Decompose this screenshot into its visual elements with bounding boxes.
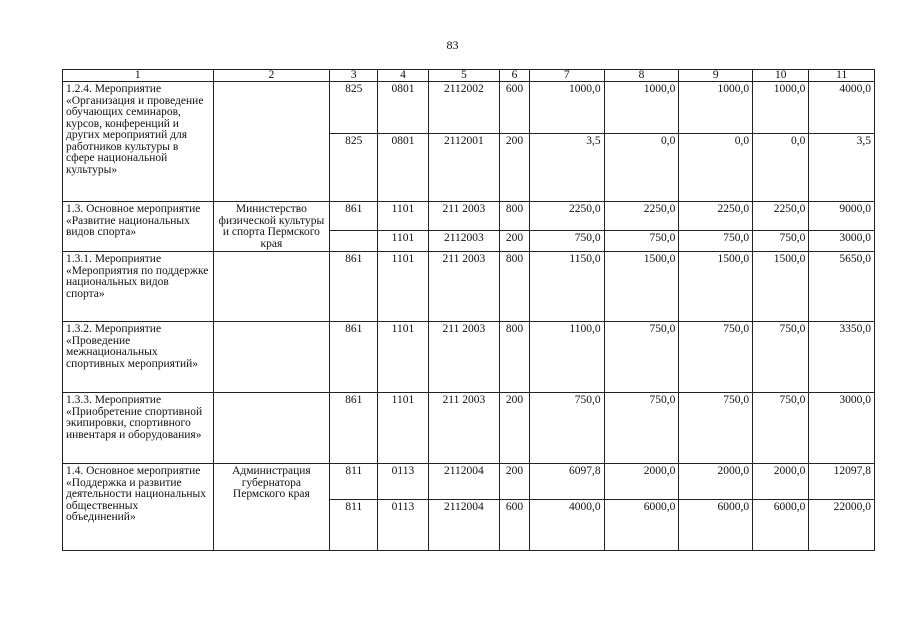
cell-c5: 2112002	[428, 82, 500, 134]
column-header: 1	[63, 70, 214, 82]
cell-c8: 2250,0	[604, 202, 679, 231]
cell-c4: 1101	[378, 231, 428, 252]
cell-c11: 3350,0	[809, 322, 875, 393]
responsible-executor: Министерство физической культуры и спорта Пермского края	[213, 202, 330, 252]
cell-c11: 12097,8	[809, 464, 875, 500]
cell-c7: 1150,0	[529, 252, 604, 322]
column-header: 6	[500, 70, 530, 82]
cell-c8: 750,0	[604, 231, 679, 252]
cell-c3: 825	[330, 134, 378, 202]
responsible-executor	[213, 82, 330, 202]
responsible-executor: Администрация губернатора Пермского края	[213, 464, 330, 551]
cell-c5: 211 2003	[428, 393, 500, 464]
cell-c8: 1000,0	[604, 82, 679, 134]
cell-c11: 22000,0	[809, 500, 875, 551]
page-number: 83	[446, 38, 459, 52]
table-row	[63, 464, 875, 500]
cell-c4: 0801	[378, 82, 428, 134]
cell-c3: 861	[330, 393, 378, 464]
cell-c4: 0801	[378, 134, 428, 202]
table-row	[63, 322, 875, 393]
cell-c5: 211 2003	[428, 322, 500, 393]
cell-c10: 6000,0	[753, 500, 809, 551]
cell-c10: 0,0	[753, 134, 809, 202]
cell-c10: 2250,0	[753, 202, 809, 231]
cell-c6: 600	[500, 82, 530, 134]
measure-description: 1.3.3. Мероприятие «Приобретение спортивной экипировки, спортивного инвентаря и оборудования»	[63, 393, 214, 464]
cell-c8: 2000,0	[604, 464, 679, 500]
cell-c7: 1000,0	[529, 82, 604, 134]
responsible-executor	[213, 252, 330, 322]
cell-c5: 211 2003	[428, 252, 500, 322]
cell-c5: 2112004	[428, 500, 500, 551]
responsible-executor	[213, 393, 330, 464]
measure-description: 1.3.2. Мероприятие «Проведение межнациональных спортивных мероприятий»	[63, 322, 214, 393]
cell-c3: 861	[330, 202, 378, 231]
cell-c7: 4000,0	[529, 500, 604, 551]
cell-c3: 825	[330, 82, 378, 134]
cell-c4: 1101	[378, 393, 428, 464]
cell-c6: 800	[500, 202, 530, 231]
cell-c3: 811	[330, 464, 378, 500]
cell-c5: 2112003	[428, 231, 500, 252]
budget-table	[62, 69, 875, 551]
column-header: 5	[428, 70, 500, 82]
cell-c8: 0,0	[604, 134, 679, 202]
cell-c9: 2000,0	[679, 464, 753, 500]
cell-c11: 9000,0	[809, 202, 875, 231]
table-row	[63, 252, 875, 322]
cell-c5: 2112001	[428, 134, 500, 202]
cell-c7: 2250,0	[529, 202, 604, 231]
cell-c9: 1000,0	[679, 82, 753, 134]
cell-c6: 800	[500, 322, 530, 393]
header-row	[63, 70, 875, 82]
cell-c3: 861	[330, 252, 378, 322]
cell-c6: 200	[500, 134, 530, 202]
cell-c4: 1101	[378, 252, 428, 322]
measure-description: 1.3.1. Мероприятие «Мероприятия по поддержке национальных видов спорта»	[63, 252, 214, 322]
cell-c3	[330, 231, 378, 252]
cell-c6: 200	[500, 464, 530, 500]
column-header: 4	[378, 70, 428, 82]
cell-c7: 750,0	[529, 393, 604, 464]
cell-c9: 750,0	[679, 231, 753, 252]
cell-c11: 3,5	[809, 134, 875, 202]
cell-c9: 750,0	[679, 322, 753, 393]
cell-c4: 1101	[378, 202, 428, 231]
cell-c7: 6097,8	[529, 464, 604, 500]
cell-c10: 750,0	[753, 322, 809, 393]
cell-c3: 811	[330, 500, 378, 551]
cell-c3: 861	[330, 322, 378, 393]
cell-c10: 750,0	[753, 393, 809, 464]
cell-c4: 1101	[378, 322, 428, 393]
cell-c8: 750,0	[604, 393, 679, 464]
cell-c10: 1500,0	[753, 252, 809, 322]
column-header: 11	[809, 70, 875, 82]
column-header: 7	[529, 70, 604, 82]
cell-c5: 2112004	[428, 464, 500, 500]
cell-c8: 1500,0	[604, 252, 679, 322]
cell-c9: 6000,0	[679, 500, 753, 551]
cell-c6: 200	[500, 393, 530, 464]
cell-c9: 0,0	[679, 134, 753, 202]
cell-c7: 750,0	[529, 231, 604, 252]
table-row	[63, 393, 875, 464]
table-row	[63, 202, 875, 231]
column-header: 10	[753, 70, 809, 82]
cell-c8: 6000,0	[604, 500, 679, 551]
cell-c11: 3000,0	[809, 393, 875, 464]
measure-description: 1.3. Основное мероприятие «Развитие национальных видов спорта»	[63, 202, 214, 252]
cell-c6: 200	[500, 231, 530, 252]
column-header: 8	[604, 70, 679, 82]
column-header: 2	[213, 70, 330, 82]
cell-c7: 1100,0	[529, 322, 604, 393]
cell-c7: 3,5	[529, 134, 604, 202]
responsible-executor	[213, 322, 330, 393]
column-header: 9	[679, 70, 753, 82]
cell-c4: 0113	[378, 464, 428, 500]
cell-c11: 4000,0	[809, 82, 875, 134]
measure-description: 1.4. Основное мероприятие «Поддержка и развитие деятельности национальных общественных объединений»	[63, 464, 214, 551]
cell-c9: 2250,0	[679, 202, 753, 231]
cell-c10: 2000,0	[753, 464, 809, 500]
cell-c6: 800	[500, 252, 530, 322]
table-row	[63, 82, 875, 134]
cell-c10: 750,0	[753, 231, 809, 252]
cell-c11: 5650,0	[809, 252, 875, 322]
cell-c6: 600	[500, 500, 530, 551]
cell-c9: 1500,0	[679, 252, 753, 322]
cell-c10: 1000,0	[753, 82, 809, 134]
cell-c8: 750,0	[604, 322, 679, 393]
cell-c5: 211 2003	[428, 202, 500, 231]
cell-c4: 0113	[378, 500, 428, 551]
cell-c11: 3000,0	[809, 231, 875, 252]
cell-c9: 750,0	[679, 393, 753, 464]
column-header: 3	[330, 70, 378, 82]
measure-description: 1.2.4. Мероприятие «Организация и проведение обучающих семинаров, курсов, конференций и других мероприятий для работников культуры в сфере национальной культуры»	[63, 82, 214, 202]
